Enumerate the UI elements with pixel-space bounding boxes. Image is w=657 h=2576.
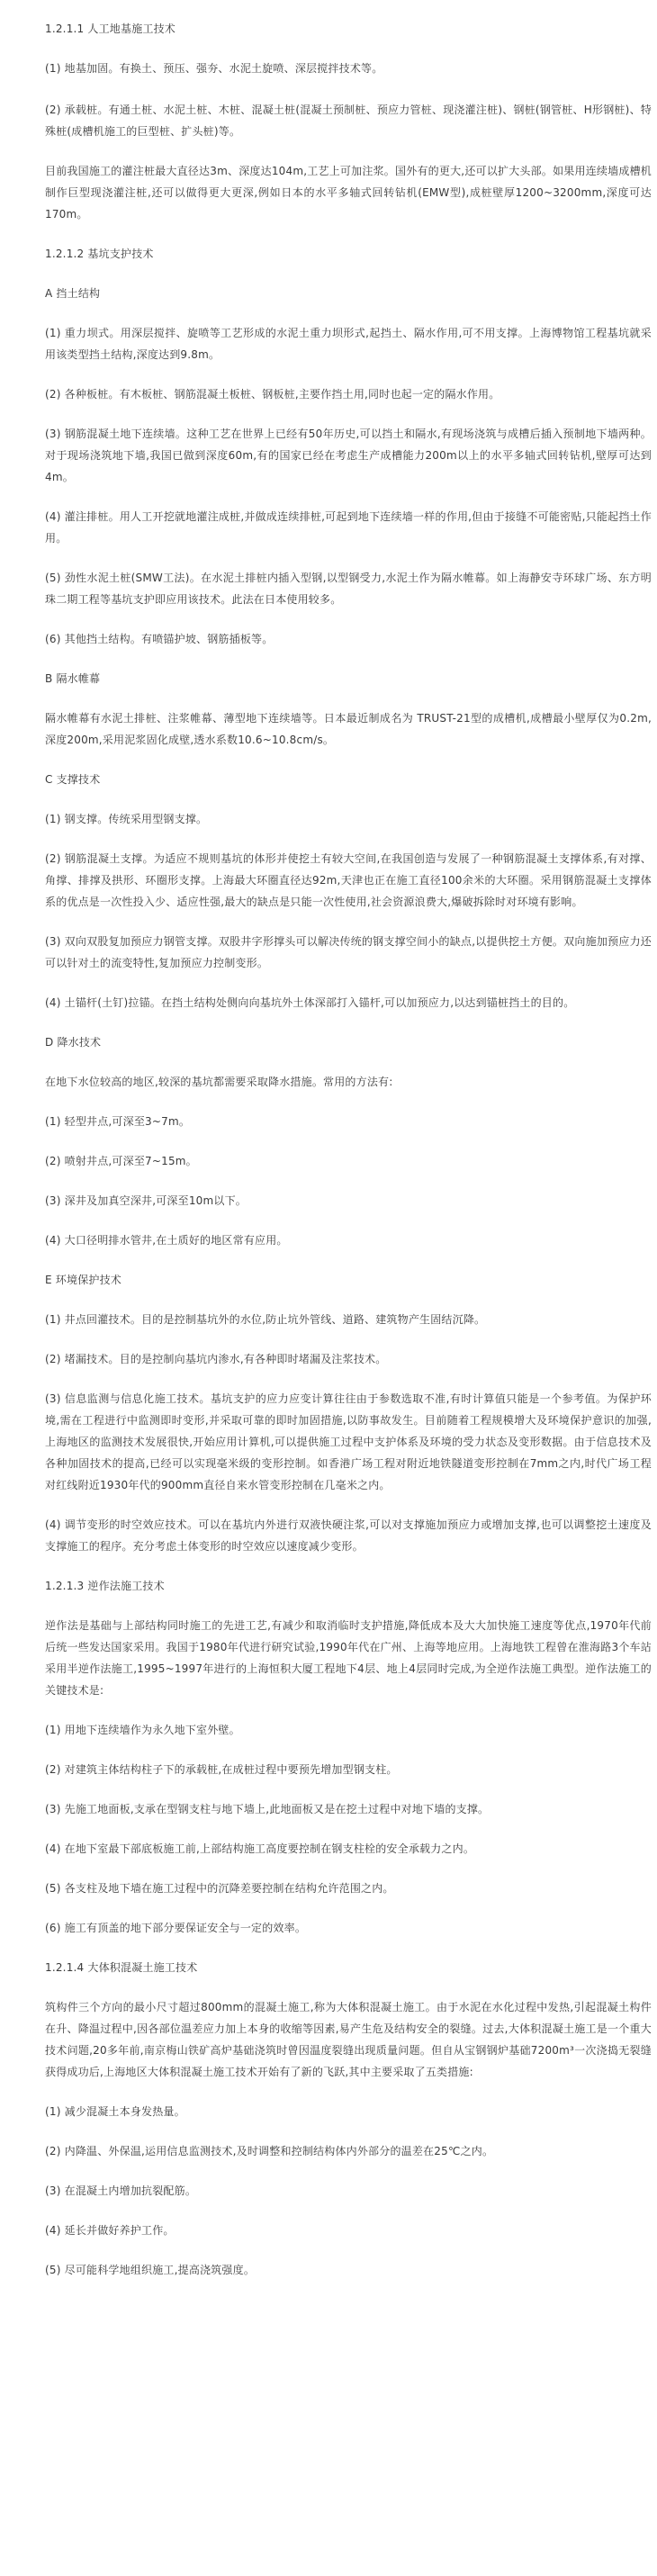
section-heading: 1.2.1.2 基坑支护技术 <box>45 248 154 260</box>
paragraph: (2) 堵漏技术。目的是控制向基坑内渗水,有各种即时堵漏及注浆技术。 <box>45 1353 387 1365</box>
paragraph: (4) 土锚杆(土钉)拉锚。在挡土结构处侧向向基坑外土体深部打入锚杆,可以加预应力,以达到锚桩挡土的目的。 <box>45 996 575 1009</box>
paragraph: 在地下水位较高的地区,较深的基坑都需要采取降水措施。常用的方法有: <box>45 1076 393 1088</box>
section-heading: A 挡土结构 <box>45 287 101 300</box>
paragraph: 筑构件三个方向的最小尺寸超过800mm的混凝土施工,称为大体积混凝土施工。由于水泥在水化过程中发热,引起混凝土构件在升、降温过程中,因各部位温差应力加上本身的收缩等因素,易产生危及结构安全的裂缝。过去,大体积混凝土施工是一个重大技术问题,20多年前,南京梅山铁矿高炉基础浇筑时曾因温度裂缝出现质量问题。但自从宝钢钢炉基础7200m³一次浇捣无裂缝获得成功后,上海地区大体积混凝土施工技术开始有了新的飞跃,其中主要采取了五类措施: <box>45 2001 652 2078</box>
paragraph: 目前我国施工的灌注桩最大直径达3m、深度达104m,工艺上可加注浆。国外有的更大,还可以扩大头部。如果用连续墙成槽机制作巨型现浇灌注桩,还可以做得更大更深,例如日本的水平多轴式回转钻机(EMW型),成桩壁厚1200~3200mm,深度可达170m。 <box>45 165 652 221</box>
paragraph: (5) 劲性水泥土桩(SMW工法)。在水泥土排桩内插入型钢,以型钢受力,水泥土作为隔水帷幕。如上海静安寺环球广场、东方明珠二期工程等基坑支护即应用该技术。此法在日本使用较多。 <box>45 572 652 606</box>
paragraph: (4) 大口径明排水管井,在土质好的地区常有应用。 <box>45 1234 288 1247</box>
section-heading: D 降水技术 <box>45 1036 102 1049</box>
paragraph: (3) 在混凝土内增加抗裂配筋。 <box>45 2184 197 2197</box>
paragraph: (2) 喷射井点,可深至7~15m。 <box>45 1155 197 1167</box>
section-heading: C 支撑技术 <box>45 773 101 786</box>
paragraph: (6) 施工有顶盖的地下部分要保证安全与一定的效率。 <box>45 1922 307 1934</box>
paragraph: (3) 双向双股复加预应力钢管支撑。双股井字形撑头可以解决传统的钢支撑空间小的缺点,以提供挖土方便。双向施加预应力还可以针对土的流变特性,复加预应力控制变形。 <box>45 935 652 969</box>
paragraph: (1) 减少混凝土本身发热量。 <box>45 2105 185 2118</box>
section-heading: 1.2.1.3 逆作法施工技术 <box>45 1580 165 1592</box>
article-body <box>22 18 652 2281</box>
paragraph: (4) 在地下室最下部底板施工前,上部结构施工高度要控制在钢支柱栓的安全承载力之内。 <box>45 1842 475 1855</box>
paragraph: (3) 信息监测与信息化施工技术。基坑支护的应力应变计算往往由于参数选取不准,有时计算值只能是一个参考值。为保护环境,需在工程进行中监测即时变形,并采取可靠的即时加固措施,以防事故发生。目前随着工程规模增大及环境保护意识的加强,上海地区的监测技术发展很快,开始应用计算机,可以提供施工过程中支护体系及环境的受力状态及变形数据。由于信息技术及各种加固技术的提高,已经可以实现毫米级的变形控制。如香港广场工程对附近地铁隧道变形控制在7mm之内,时代广场工程对红线附近1930年代的900mm直径自来水管变形控制在几毫米之内。 <box>45 1392 652 1491</box>
paragraph: (3) 先施工地面板,支承在型钢支柱与地下墙上,此地面板又是在挖土过程中对地下墙的支撑。 <box>45 1803 490 1815</box>
section-heading: 1.2.1.4 大体积混凝土施工技术 <box>45 1961 198 1974</box>
section-heading: 1.2.1.1 人工地基施工技术 <box>45 23 176 35</box>
paragraph: (4) 延长并做好养护工作。 <box>45 2224 175 2237</box>
section-heading: B 隔水帷幕 <box>45 672 101 685</box>
paragraph: (1) 钢支撑。传统采用型钢支撑。 <box>45 813 208 825</box>
paragraph: (2) 各种板桩。有木板桩、钢筋混凝土板桩、钢板桩,主要作挡土用,同时也起一定的隔水作用。 <box>45 388 500 401</box>
paragraph: (1) 重力坝式。用深层搅拌、旋喷等工艺形成的水泥土重力坝形式,起挡土、隔水作用,可不用支撑。上海博物馆工程基坑就采用该类型挡土结构,深度达到9.8m。 <box>45 327 652 361</box>
paragraph: (3) 钢筋混凝土地下连续墙。这种工艺在世界上已经有50年历史,可以挡土和隔水,有现场浇筑与成槽后插入预制地下墙两种。对于现场浇筑地下墙,我国已做到深度60m,有的国家已经在考虑生产成槽能力200m以上的水平多轴式回转钻机,壁厚可达到4m。 <box>45 428 652 483</box>
paragraph: (5) 各支柱及地下墙在施工过程中的沉降差要控制在结构允许范围之内。 <box>45 1882 394 1895</box>
paragraph: (1) 井点回灌技术。目的是控制基坑外的水位,防止坑外管线、道路、建筑物产生固结沉降。 <box>45 1313 486 1326</box>
section-heading: E 环境保护技术 <box>45 1274 122 1286</box>
paragraph: (2) 内降温、外保温,运用信息监测技术,及时调整和控制结构体内外部分的温差在25℃之内。 <box>45 2145 494 2157</box>
paragraph: 隔水帷幕有水泥土排桩、注浆帷幕、薄型地下连续墙等。日本最近制成名为 TRUST-21型的成槽机,成槽最小壁厚仅为0.2m,深度200m,采用泥浆固化成壁,透水系数10.6~10.8cm/s。 <box>45 712 652 746</box>
paragraph: (4) 灌注排桩。用人工开挖就地灌注成桩,并做成连续排桩,可起到地下连续墙一样的作用,但由于接缝不可能密贴,只能起挡土作用。 <box>45 510 652 545</box>
paragraph: (2) 对建筑主体结构柱子下的承载桩,在成桩过程中要预先增加型钢支柱。 <box>45 1763 398 1776</box>
paragraph: (1) 用地下连续墙作为永久地下室外壁。 <box>45 1724 240 1736</box>
paragraph: (4) 调节变形的时空效应技术。可以在基坑内外进行双液快硬注浆,可以对支撑施加预应力或增加支撑,也可以调整挖土速度及支撑施工的程序。充分考虑土体变形的时空效应以速度减少变形。 <box>45 1518 652 1553</box>
paragraph: (3) 深井及加真空深井,可深至10m以下。 <box>45 1194 247 1207</box>
paragraph: (1) 地基加固。有换土、预压、强夯、水泥土旋喷、深层搅拌技术等。 <box>45 62 383 75</box>
paragraph: (6) 其他挡土结构。有喷锚护坡、钢筋插板等。 <box>45 633 274 645</box>
paragraph: (5) 尽可能科学地组织施工,提高浇筑强度。 <box>45 2264 256 2276</box>
paragraph: 逆作法是基础与上部结构同时施工的先进工艺,有减少和取消临时支护措施,降低成本及大大加快施工速度等优点,1970年代前后统一些发达国家采用。我国于1980年代进行研究试验,1990年代在广州、上海等地应用。上海地铁工程曾在淮海路3个车站采用半逆作法施工,1995~1997年进行的上海恒积大厦工程地下4层、地上4层同时完成,为全逆作法施工典型。逆作法施工的关键技术是: <box>45 1619 652 1697</box>
paragraph: (2) 钢筋混凝土支撑。为适应不规则基坑的体形并使挖土有较大空间,在我国创造与发展了一种钢筋混凝土支撑体系,有对撑、角撑、排撑及拱形、环圈形支撑。上海最大环圈直径达92m,天津也正在施工直径100余米的大环圈。采用钢筋混凝土支撑体系的优点是一次性投入少、适应性强,最大的缺点是只能一次性使用,社会资源浪费大,爆破拆除时对环境有影响。 <box>45 852 652 908</box>
paragraph: (2) 承载桩。有通土桩、水泥土桩、木桩、混凝土桩(混凝土预制桩、预应力管桩、现浇灌注桩)、钢桩(钢管桩、H形钢桩)、特殊桩(成槽机施工的巨型桩、扩头桩)等。 <box>45 104 652 138</box>
paragraph: (1) 轻型井点,可深至3~7m。 <box>45 1115 191 1128</box>
